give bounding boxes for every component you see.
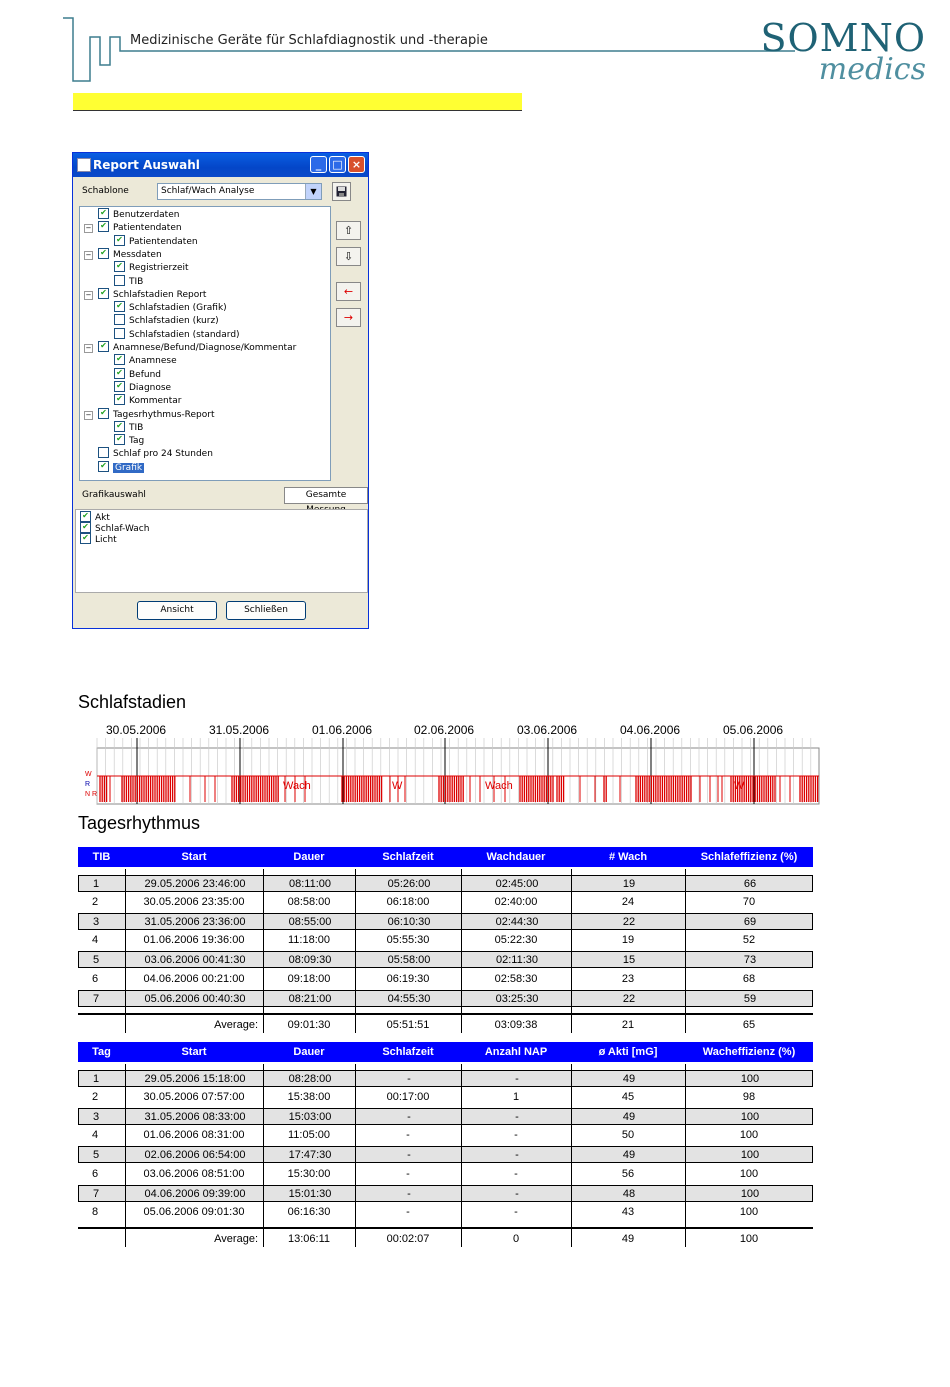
table-cell: 01.06.2006 19:36:00 (143, 934, 245, 947)
minimize-button[interactable]: _ (310, 156, 327, 173)
table-cell: 08:11:00 (288, 878, 331, 890)
average-cell: Average: (214, 1232, 258, 1245)
table-cell: 100 (740, 1149, 760, 1162)
table-cell: 1 (512, 1091, 520, 1104)
stage-label: W (85, 771, 92, 778)
hypnogram-chart (80, 738, 825, 810)
table-cell: 05.06.2006 09:01:30 (143, 1205, 245, 1218)
tree-item[interactable] (114, 382, 171, 395)
collapse-icon[interactable]: − (85, 224, 92, 233)
schliessen-button[interactable]: Schließen (226, 601, 306, 620)
tree-checkbox[interactable]: ✔ (114, 394, 125, 405)
table-row (78, 990, 813, 1007)
table-header: Start (125, 1042, 263, 1062)
column-divider (571, 869, 572, 1033)
grafik-list[interactable] (75, 509, 368, 593)
table-cell: - (514, 1167, 518, 1180)
collapse-icon[interactable]: − (85, 410, 92, 419)
tree-item[interactable] (114, 355, 177, 368)
tree-item-label: Patientendaten (113, 223, 182, 234)
table-cell: 8 (92, 1205, 99, 1218)
title-bar (73, 153, 368, 177)
tree-item-label: Benutzerdaten (113, 210, 180, 220)
table-cell: - (406, 1205, 410, 1218)
table-cell: 48 (622, 1187, 636, 1200)
grafik-item-label: Schlaf-Wach (95, 524, 150, 534)
column-divider (461, 869, 462, 1033)
average-cell: 00:02:07 (386, 1232, 430, 1245)
table-cell: 45 (621, 1091, 635, 1104)
header-subtitle: Medizinische Geräte für Schlafdiagnostik und -therapie (130, 33, 488, 48)
tree-checkbox[interactable]: ✔ (98, 341, 109, 352)
table-cell: 49 (622, 1111, 636, 1124)
table-cell: 56 (621, 1167, 635, 1180)
table-cell: 04.06.2006 09:39:00 (144, 1187, 246, 1200)
collapse-icon[interactable]: − (85, 290, 92, 299)
table-cell: 02:45:00 (495, 878, 539, 890)
table-cell: 15:38:00 (287, 1091, 331, 1104)
move-down-icon[interactable]: ⇩ (336, 247, 361, 266)
table-cell: 30.05.2006 23:35:00 (143, 896, 245, 909)
tree-item-label: Schlafstadien Report (113, 289, 207, 300)
table-cell: 08:28:00 (288, 1073, 332, 1085)
table-cell: 1 (93, 878, 100, 890)
table-cell: 05:55:30 (386, 934, 430, 947)
table-cell: 06:10:30 (387, 916, 431, 929)
arrow-right-icon[interactable]: → (336, 308, 361, 327)
column-divider (685, 1064, 686, 1247)
tree-item-label: Schlaf pro 24 Stunden (113, 449, 213, 460)
tree-item[interactable] (98, 448, 213, 461)
table-cell: 08:55:00 (288, 916, 332, 929)
table-cell: 6 (92, 1167, 99, 1180)
table-row (78, 1108, 813, 1125)
tree-item[interactable] (114, 395, 181, 408)
tree-item[interactable] (98, 462, 144, 475)
table-cell: 1 (93, 1073, 100, 1085)
table-cell: 100 (740, 1187, 760, 1200)
table-row (78, 932, 813, 949)
report-auswahl-dialog (72, 152, 369, 629)
table-cell: 15:03:00 (288, 1111, 332, 1124)
table-cell: 69 (743, 916, 757, 929)
column-divider (685, 869, 686, 1033)
tree-item-label: Patientendaten (129, 236, 198, 247)
tree-checkbox[interactable]: ✔ (114, 368, 125, 379)
table-header: Schlafeffizienz (%) (685, 847, 813, 867)
table-cell: 11:05:00 (287, 1129, 330, 1142)
table-cell: 15 (622, 954, 636, 967)
table-cell: 24 (621, 896, 635, 909)
table-row (78, 1070, 813, 1087)
highlight-bar (73, 93, 522, 111)
table-cell: 02:44:30 (495, 916, 539, 929)
table-cell: 66 (743, 878, 757, 890)
table-row (78, 894, 813, 911)
table-cell: 04:55:30 (387, 992, 431, 1005)
table-row (78, 875, 813, 892)
column-divider (125, 1064, 126, 1247)
table-row (78, 951, 813, 968)
column-divider (355, 1064, 356, 1247)
table-cell: 98 (742, 1091, 756, 1104)
column-divider (263, 869, 264, 1033)
tree-item-label: Grafik (115, 462, 143, 473)
tree-checkbox[interactable]: ✔ (98, 408, 109, 419)
table-cell: 09:18:00 (287, 972, 331, 985)
table-cell: 3 (93, 916, 100, 929)
table-cell: 4 (92, 934, 99, 947)
date-label: 01.06.2006 (312, 723, 373, 737)
column-divider (125, 869, 126, 1033)
table-cell: 2 (92, 1091, 99, 1104)
table-cell: 19 (622, 878, 636, 890)
table-header: ø Akti [mG] (571, 1042, 685, 1062)
grafik-item-label: Licht (95, 535, 117, 545)
tree-item-label: Kommentar (129, 396, 182, 407)
tree-item[interactable] (114, 276, 143, 289)
table-cell: 43 (621, 1205, 635, 1218)
tree-checkbox[interactable] (114, 275, 125, 286)
grafik-checkbox[interactable]: ✔ (80, 511, 91, 522)
average-cell: Average: (214, 1018, 258, 1031)
table-cell: 59 (743, 992, 757, 1005)
table-cell: - (407, 1073, 411, 1085)
tree-checkbox[interactable]: ✔ (114, 434, 125, 445)
table-cell: 50 (621, 1129, 635, 1142)
table-cell: 08:21:00 (288, 992, 332, 1005)
average-cell: 13:06:11 (287, 1232, 330, 1245)
separator (78, 1227, 813, 1229)
tib-table (78, 847, 815, 1032)
schablone-label: Schablone (82, 186, 129, 196)
tree-item-label: Tagesrhythmus-Report (113, 409, 215, 420)
tree-item[interactable] (114, 435, 144, 448)
table-cell: 17:47:30 (288, 1149, 332, 1162)
gesamte-messung-button[interactable]: Gesamte (284, 487, 368, 504)
table-cell: - (515, 1187, 519, 1200)
average-row (78, 1017, 813, 1034)
tree-checkbox[interactable]: ✔ (114, 381, 125, 392)
logo-medics: medics (818, 52, 926, 87)
save-icon[interactable] (332, 182, 351, 201)
table-cell: - (406, 1167, 410, 1180)
table-cell: 05:58:00 (387, 954, 431, 967)
tagesrhythmus-title: Tagesrhythmus (78, 813, 201, 833)
table-row (78, 1146, 813, 1163)
date-label: 04.06.2006 (620, 723, 681, 737)
tree-item[interactable] (114, 302, 227, 315)
column-divider (571, 1064, 572, 1247)
table-cell: 15:01:30 (288, 1187, 332, 1200)
date-label: 30.05.2006 (106, 723, 167, 737)
table-cell: - (407, 1187, 411, 1200)
table-cell: 22 (622, 916, 636, 929)
tree-checkbox[interactable]: ✔ (114, 301, 125, 312)
table-header: Wachdauer (461, 847, 571, 867)
wake-label: Wach (485, 780, 513, 792)
tree-item[interactable] (114, 422, 143, 435)
table-header: Tag (78, 1042, 125, 1062)
table-cell: 68 (742, 972, 756, 985)
tree-item[interactable] (114, 369, 161, 382)
table-cell: 03:25:30 (495, 992, 539, 1005)
schlafstadien-title: Schlafstadien (78, 692, 187, 712)
tag-table (78, 1042, 815, 1247)
table-cell: 31.05.2006 23:36:00 (144, 916, 246, 929)
tree-item-label: Schlafstadien (kurz) (129, 316, 219, 327)
table-cell: 23 (621, 972, 635, 985)
table-cell: 100 (740, 1111, 760, 1124)
table-cell: 7 (93, 1187, 100, 1200)
tree-item[interactable] (85, 341, 297, 355)
table-cell: 06:19:30 (386, 972, 430, 985)
tree-item[interactable] (85, 287, 207, 302)
table-cell: 11:18:00 (287, 934, 330, 947)
report-tree[interactable] (79, 206, 331, 481)
table-cell: 52 (742, 934, 756, 947)
tree-item-label: TIB (129, 422, 144, 433)
table-cell: 00:17:00 (386, 1091, 430, 1104)
schablone-select[interactable] (157, 183, 322, 200)
stage-label: R (85, 781, 91, 788)
table-cell: 49 (622, 1149, 636, 1162)
average-cell: 0 (512, 1232, 520, 1245)
separator (78, 1013, 813, 1015)
table-cell: - (406, 1129, 410, 1142)
column-divider (461, 1064, 462, 1247)
table-cell: 29.05.2006 23:46:00 (144, 878, 246, 890)
tree-item[interactable] (114, 315, 219, 328)
table-cell: 3 (93, 1111, 100, 1124)
table-header: TIB (78, 847, 125, 867)
grafik-item[interactable] (80, 534, 117, 547)
table-header: Anzahl NAP (461, 1042, 571, 1062)
ansicht-button[interactable]: Ansicht (137, 601, 217, 620)
table-cell: 100 (739, 1167, 759, 1180)
table-cell: 03.06.2006 08:51:00 (143, 1167, 245, 1180)
table-cell: 02:11:30 (495, 954, 538, 967)
table-cell: 31.05.2006 08:33:00 (144, 1111, 246, 1124)
average-row (78, 1231, 813, 1248)
table-cell: 5 (93, 1149, 100, 1162)
tree-item[interactable] (85, 221, 182, 235)
table-cell: 06:16:30 (287, 1205, 331, 1218)
column-divider (263, 1064, 264, 1247)
tree-item-label: Anamnese/Befund/Diagnose/Kommentar (113, 343, 297, 353)
table-cell: 02.06.2006 06:54:00 (144, 1149, 246, 1162)
table-cell: - (514, 1205, 518, 1218)
table-cell: 05:22:30 (494, 934, 538, 947)
tree-checkbox[interactable]: ✔ (114, 354, 125, 365)
tree-checkbox[interactable]: ✔ (98, 288, 109, 299)
table-cell: 30.05.2006 07:57:00 (143, 1091, 245, 1104)
table-cell: 2 (92, 896, 99, 909)
arrow-left-icon[interactable]: ← (336, 282, 361, 301)
tree-item-label: Messdaten (113, 249, 162, 260)
table-cell: 100 (740, 1073, 760, 1085)
table-header: # Wach (571, 847, 685, 867)
wake-label: W (734, 780, 745, 792)
table-row (78, 1089, 813, 1106)
table-cell: - (407, 1149, 411, 1162)
date-label: 02.06.2006 (414, 723, 475, 737)
tree-item[interactable] (114, 262, 189, 275)
table-cell: 49 (622, 1073, 636, 1085)
table-cell: - (515, 1149, 519, 1162)
date-label: 31.05.2006 (209, 723, 270, 737)
dialog-title: Report Auswahl (93, 158, 200, 172)
tree-item-label: Schlafstadien (standard) (129, 329, 240, 340)
table-cell: 05:26:00 (387, 878, 431, 890)
table-cell: 05.06.2006 00:40:30 (144, 992, 246, 1005)
tree-checkbox[interactable]: ✔ (98, 221, 109, 232)
table-cell: 7 (93, 992, 100, 1005)
average-cell: 49 (621, 1232, 635, 1245)
average-cell: 09:01:30 (287, 1018, 331, 1031)
average-cell: 100 (739, 1232, 759, 1245)
tree-item-label: TIB (129, 276, 144, 287)
app-icon (77, 158, 91, 172)
table-row (78, 1185, 813, 1202)
date-label: 03.06.2006 (517, 723, 578, 737)
chevron-down-icon[interactable]: ▼ (305, 184, 321, 199)
table-cell: 06:18:00 (386, 896, 430, 909)
table-cell: - (515, 1111, 519, 1124)
table-cell: - (515, 1073, 519, 1085)
table-cell: 08:09:30 (288, 954, 332, 967)
table-cell: - (407, 1111, 411, 1124)
table-cell: 5 (93, 954, 100, 967)
table-header: Schlafzeit (355, 1042, 461, 1062)
average-cell: 03:09:38 (494, 1018, 538, 1031)
table-cell: 19 (621, 934, 635, 947)
wake-label: Wach (283, 780, 311, 792)
grafikauswahl-label: Grafikauswahl (82, 490, 146, 500)
table-row (78, 913, 813, 930)
maximize-button[interactable]: □ (329, 156, 346, 173)
table-header: Dauer (263, 1042, 355, 1062)
tree-item-label: Schlafstadien (Grafik) (129, 303, 227, 314)
average-cell: 65 (742, 1018, 756, 1031)
table-cell: 08:58:00 (287, 896, 331, 909)
tree-item-label: Diagnose (129, 382, 172, 393)
collapse-icon[interactable]: − (85, 250, 92, 259)
table-cell: 29.05.2006 15:18:00 (144, 1073, 246, 1085)
schablone-value: Schlaf/Wach Analyse (161, 186, 255, 196)
table-cell: - (514, 1129, 518, 1142)
column-divider (355, 869, 356, 1033)
tree-item[interactable] (114, 236, 198, 249)
tree-checkbox[interactable]: ✔ (98, 461, 109, 472)
table-cell: 02:40:00 (494, 896, 538, 909)
table-row (78, 971, 813, 988)
tree-item[interactable] (98, 209, 179, 222)
average-cell: 21 (621, 1018, 635, 1031)
table-row (78, 1127, 813, 1144)
table-header: Wacheffizienz (%) (685, 1042, 813, 1062)
table-header: Start (125, 847, 263, 867)
grafik-checkbox[interactable]: ✔ (80, 533, 91, 544)
tree-item[interactable] (114, 329, 240, 342)
wake-label: W (392, 780, 403, 792)
tree-item-label: Registrierzeit (129, 263, 189, 274)
tree-item-label: Befund (129, 369, 162, 380)
tree-checkbox[interactable]: ✔ (114, 261, 125, 272)
table-cell: 22 (622, 992, 636, 1005)
table-cell: 03.06.2006 00:41:30 (144, 954, 246, 967)
tree-checkbox[interactable]: ✔ (98, 248, 109, 259)
table-row (78, 1204, 813, 1221)
average-cell: 05:51:51 (386, 1018, 430, 1031)
date-label: 05.06.2006 (723, 723, 784, 737)
table-cell: 15:30:00 (287, 1167, 331, 1180)
table-cell: 73 (743, 954, 757, 967)
tree-checkbox[interactable] (114, 314, 125, 325)
table-cell: 4 (92, 1129, 99, 1142)
close-button[interactable]: × (348, 156, 365, 173)
tree-item-label: Tag (129, 436, 145, 447)
tree-checkbox[interactable]: ✔ (114, 421, 125, 432)
grafik-checkbox[interactable]: ✔ (80, 522, 91, 533)
tree-checkbox[interactable] (114, 328, 125, 339)
tree-checkbox[interactable]: ✔ (114, 235, 125, 246)
grafik-item-label: Akt (95, 513, 110, 523)
stage-label: N R (85, 791, 98, 798)
table-row (78, 1166, 813, 1183)
tree-checkbox[interactable]: ✔ (98, 208, 109, 219)
logo-somno: SOMNO (760, 16, 926, 60)
tree-item[interactable] (85, 407, 215, 422)
collapse-icon[interactable]: − (85, 344, 92, 352)
table-cell: 70 (742, 896, 756, 909)
table-cell: 04.06.2006 00:21:00 (143, 972, 245, 985)
table-cell: 02:58:30 (494, 972, 538, 985)
table-cell: 100 (739, 1205, 759, 1218)
table-cell: 6 (92, 972, 99, 985)
move-up-icon[interactable]: ⇧ (336, 221, 361, 240)
table-cell: 100 (739, 1129, 759, 1142)
table-header: Schlafzeit (355, 847, 461, 867)
table-header: Dauer (263, 847, 355, 867)
tree-item[interactable] (85, 247, 162, 262)
tree-item-label: Anamnese (129, 356, 177, 367)
tree-checkbox[interactable] (98, 447, 109, 458)
table-cell: 01.06.2006 08:31:00 (143, 1129, 245, 1142)
